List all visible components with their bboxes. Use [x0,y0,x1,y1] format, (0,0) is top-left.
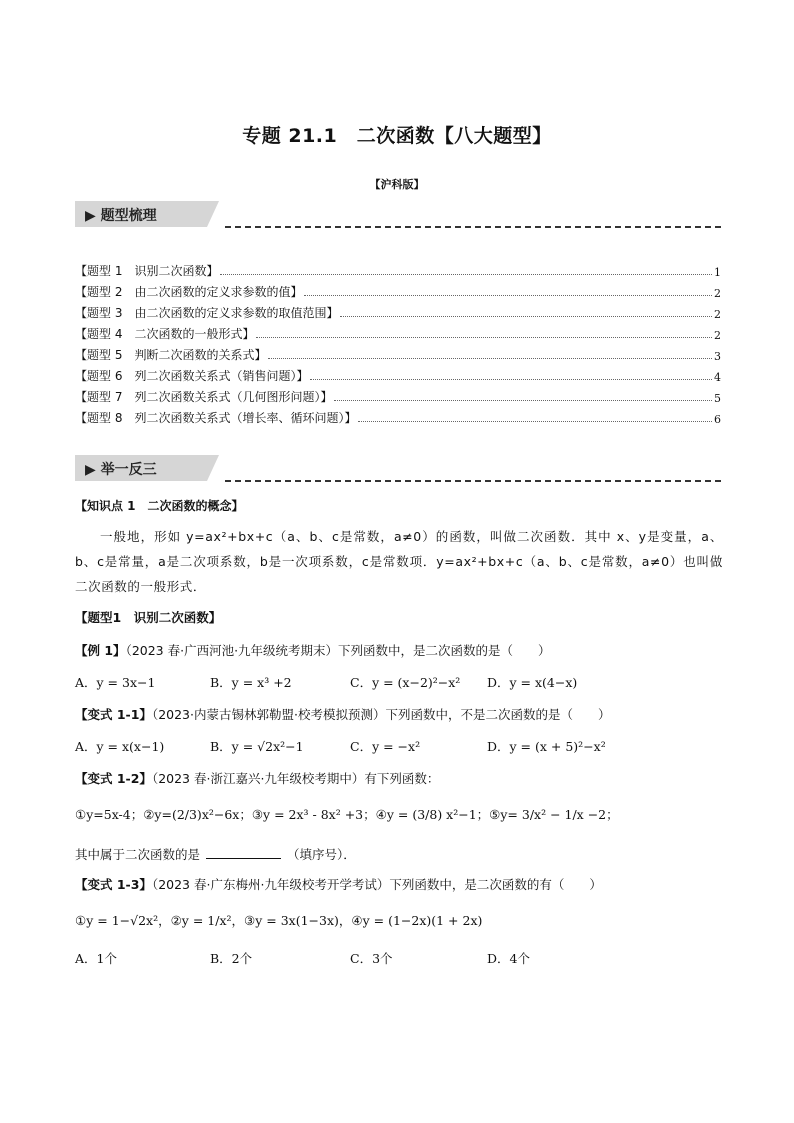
option-a[interactable]: A．1个 [75,951,117,966]
toc-item[interactable]: 【题型 6 列二次函数关系式（销售问题）】 4 [75,369,721,384]
toc-item[interactable]: 【题型 3 由二次函数的定义求参数的取值范围】 2 [75,306,721,321]
play-icon: ▶ [85,208,101,224]
option-b[interactable]: B．y = x³ +2 [210,675,292,690]
variant-question: 【变式 1-1】（2023·内蒙古锡林郭勒盟·校考模拟预测）下列函数中，不是二次函数的是（ ） [75,707,611,722]
toc-item[interactable]: 【题型 5 判断二次函数的关系式】 3 [75,348,721,363]
function-list: ①y=5x-4；②y=(2/3)x²−6x；③y = 2x³ - 8x² +3；④y = (3/8) x²−1；⑤y= 3/x² − 1/x −2； [75,807,619,822]
option-d[interactable]: D．y = (x + 5)²−x² [487,739,606,754]
dashed-rule [225,226,721,228]
section-header-practice [75,455,721,483]
section-label: ▶ 举一反三 [85,462,157,478]
toc-item[interactable]: 【题型 7 列二次函数关系式（几何图形问题）】 5 [75,390,721,405]
dashed-rule [225,480,721,482]
example-question: 【例 1】（2023 春·广西河池·九年级统考期末）下列函数中，是二次函数的是（ ） [75,643,551,658]
option-a[interactable]: A．y = x(x−1) [75,739,165,754]
option-b[interactable]: B．2个 [210,951,253,966]
toc-item[interactable]: 【题型 1 识别二次函数】 1 [75,264,721,279]
section-header-outline [75,201,721,229]
toc-item[interactable]: 【题型 8 列二次函数关系式（增长率、循环问题）】 6 [75,411,721,426]
toc-item[interactable]: 【题型 2 由二次函数的定义求参数的值】 2 [75,285,721,300]
table-of-contents [75,258,721,426]
type-heading: 【题型1 识别二次函数】 [75,610,222,625]
option-a[interactable]: A．y = 3x−1 [75,675,156,690]
section-label: ▶ 题型梳理 [85,208,157,224]
fill-in-question: 其中属于二次函数的是 （填序号）． [75,847,356,862]
option-c[interactable]: C．3个 [350,951,393,966]
option-d[interactable]: D．4个 [487,951,530,966]
option-d[interactable]: D．y = x(4−x) [487,675,578,690]
toc-item[interactable]: 【题型 4 二次函数的一般形式】 2 [75,327,721,342]
play-icon: ▶ [85,462,101,478]
knowledge-body: 一般地，形如 y=ax²+bx+c（a、b、c是常数，a≠0）的函数，叫做二次函数．其中 x、y是变量，a、b、c是常量，a是二次项系数，b是一次项系数，c是常数项．y=ax²+bx+c（a、b、c是常数，a≠0）也叫做二次函数的一般形式． [75,529,723,594]
knowledge-heading: 【知识点 1 二次函数的概念】 [75,499,244,513]
option-c[interactable]: C．y = (x−2)²−x² [350,675,461,690]
edition-label: 【沪科版】 [369,178,425,191]
answer-blank[interactable] [206,858,281,859]
function-list: ①y = 1−√2x²，②y = 1/x²，③y = 3x(1−3x)，④y = (1−2x)(1 + 2x) [75,913,483,928]
option-c[interactable]: C．y = −x² [350,739,421,754]
variant-question: 【变式 1-2】（2023 春·浙江嘉兴·九年级校考期中）有下列函数： [75,771,440,786]
option-b[interactable]: B．y = √2x²−1 [210,739,304,754]
variant-question: 【变式 1-3】（2023 春·广东梅州·九年级校考开学考试）下列函数中，是二次函数的有（ ） [75,877,602,892]
page-title: 专题 21.1 二次函数【八大题型】 [242,125,552,147]
